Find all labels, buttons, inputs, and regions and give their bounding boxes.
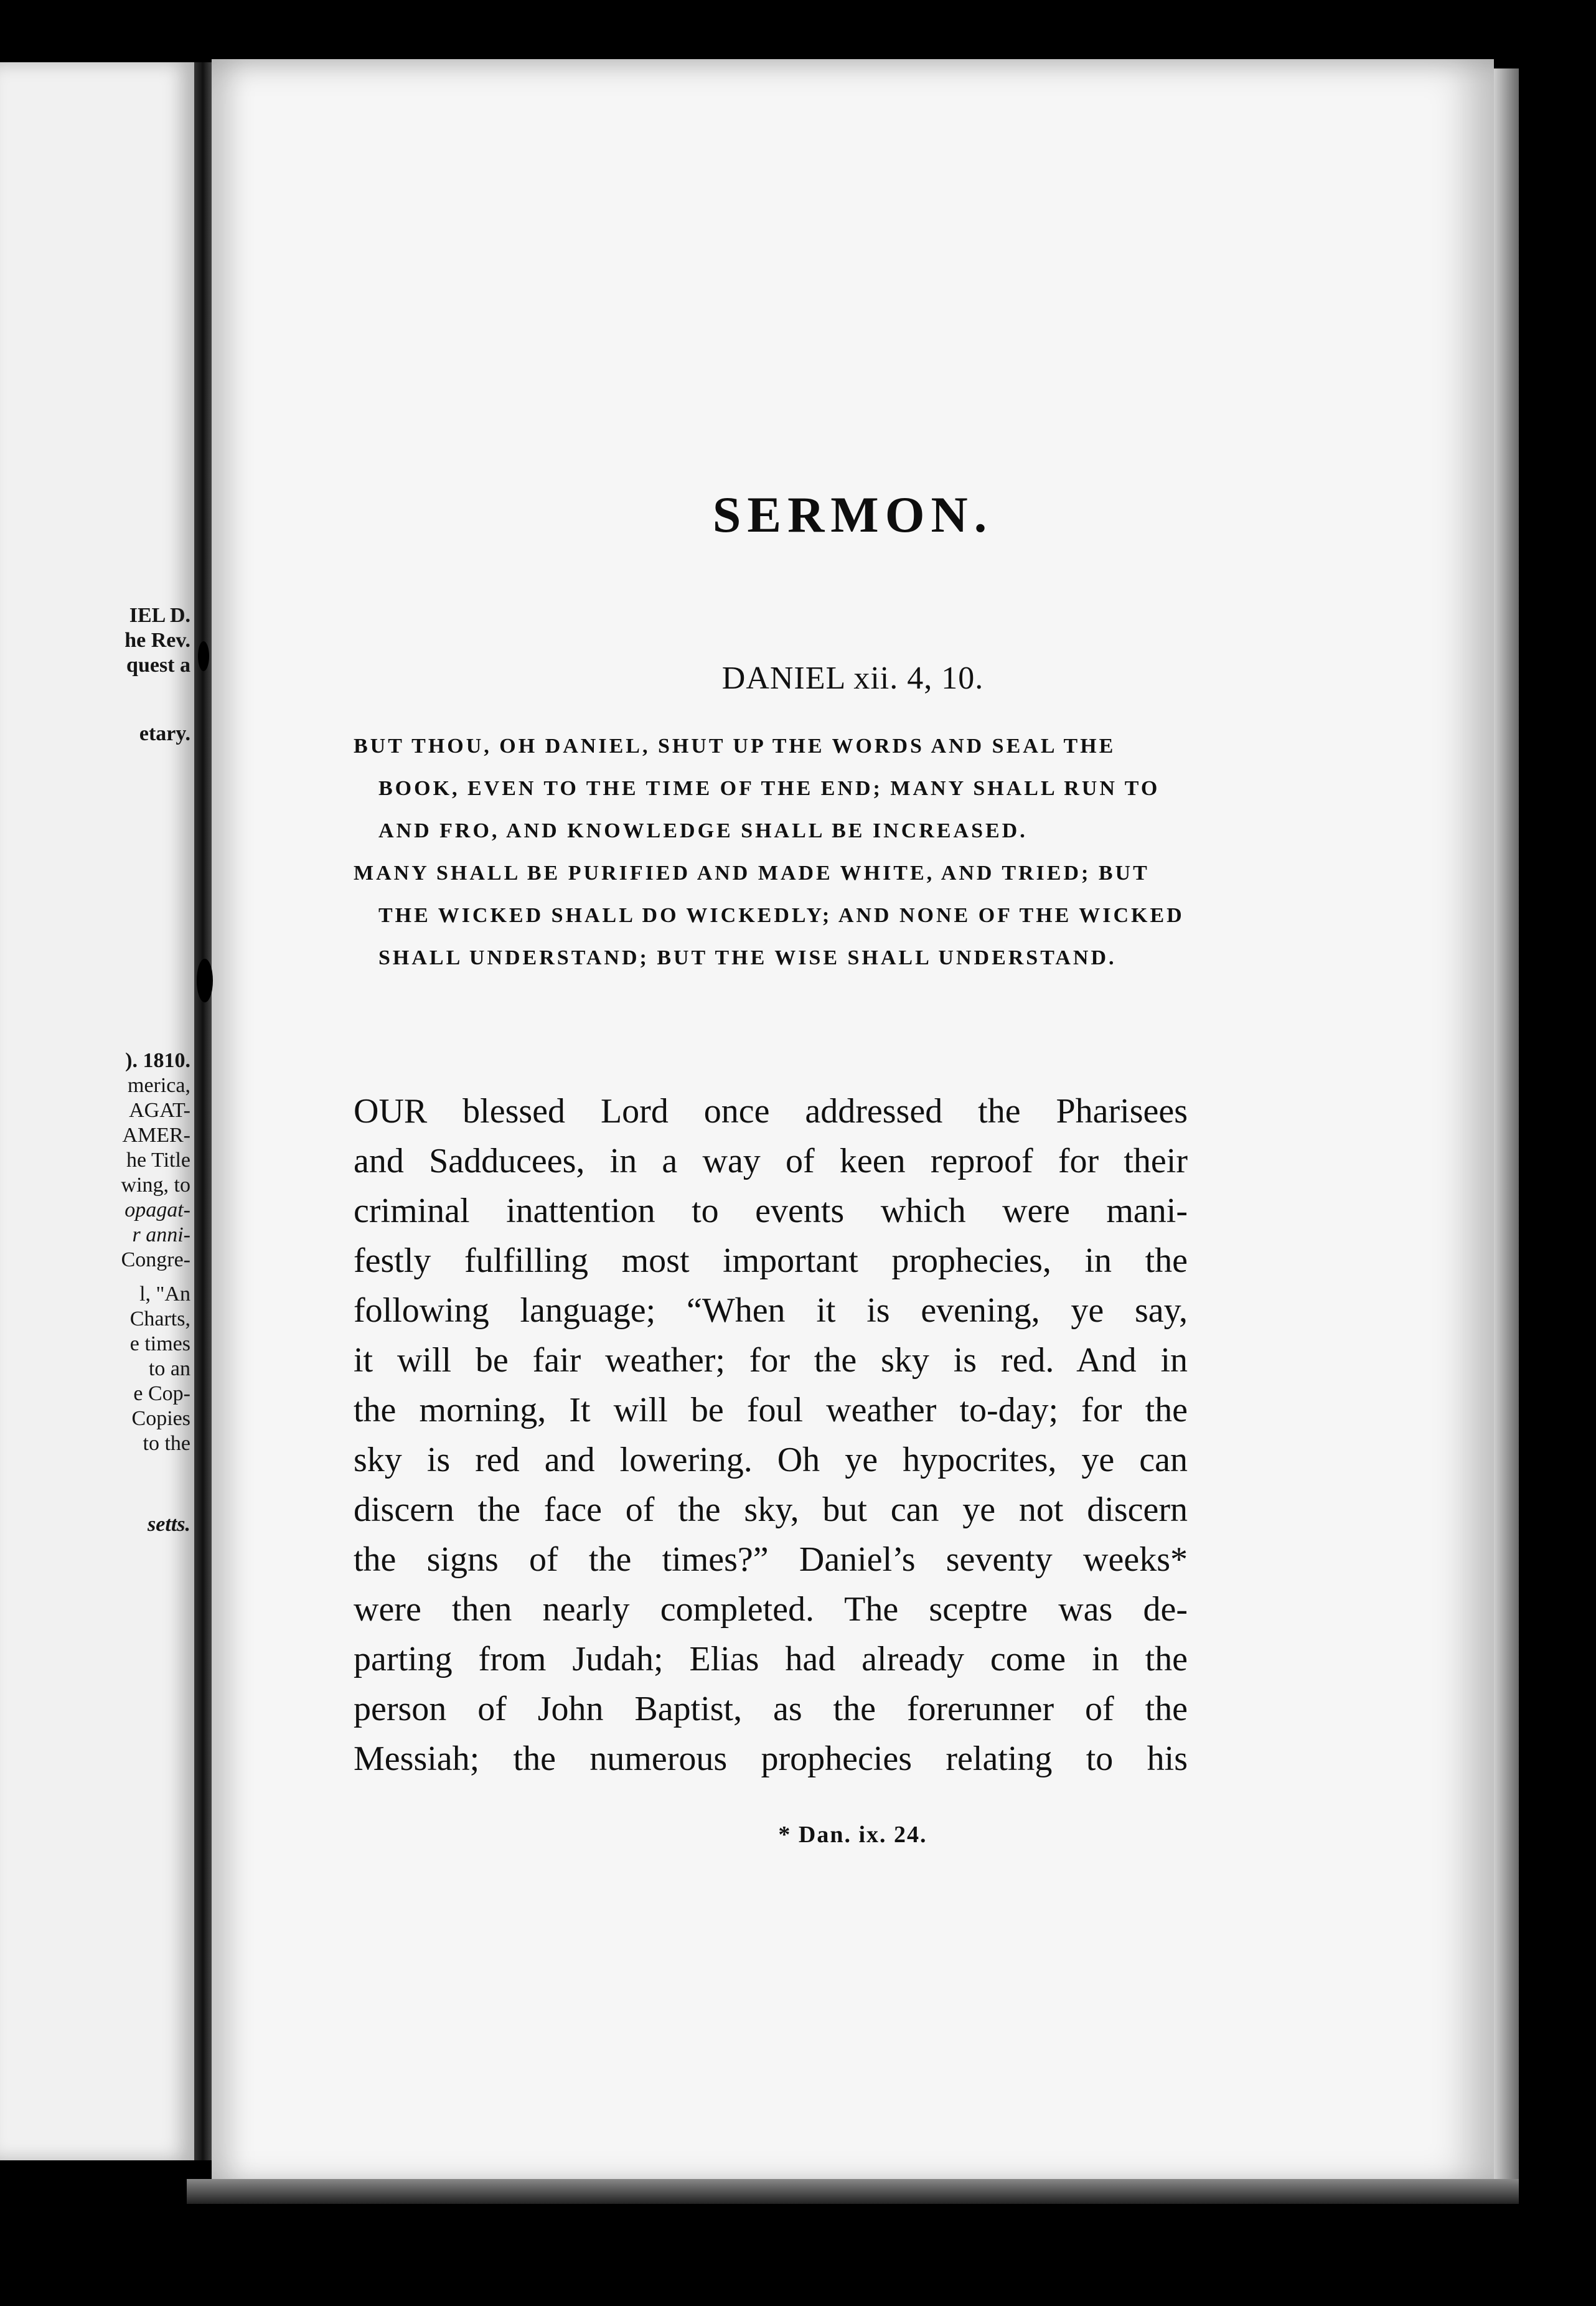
- facing-page-fragment: r anni-: [132, 1223, 190, 1246]
- body-line: were then nearly completed. The sceptre was de-: [354, 1590, 1188, 1629]
- sermon-body-text: [354, 1086, 1188, 1784]
- facing-page-text: [0, 62, 194, 2160]
- ink-blot: [197, 959, 213, 1002]
- facing-page-fragment: quest a: [126, 654, 190, 677]
- scripture-reference: DANIEL xii. 4, 10.: [721, 661, 984, 696]
- facing-page-fragment: to an: [148, 1357, 190, 1380]
- facing-page-fragment: merica,: [128, 1074, 190, 1097]
- body-line: it will be fair weather; for the sky is red. And in: [354, 1341, 1188, 1380]
- body-line: parting from Judah; Elias had already come in the: [354, 1640, 1188, 1678]
- facing-page-fragment: he Title: [126, 1149, 190, 1172]
- scripture-epigraph: [341, 725, 1188, 979]
- body-line: festly fulfilling most important prophecies, in the: [354, 1241, 1188, 1280]
- body-line: the morning, It will be foul weather to-day; for the: [354, 1391, 1188, 1429]
- facing-page-fragment: setts.: [148, 1513, 190, 1536]
- footnote: * Dan. ix. 24.: [778, 1822, 927, 1848]
- facing-page-fragment: opagat-: [124, 1198, 190, 1221]
- facing-page-sliver: [0, 62, 194, 2160]
- facing-page-fragment: to the: [143, 1432, 190, 1455]
- facing-page-fragment: AMER-: [122, 1124, 190, 1147]
- body-line: OUR blessed Lord once addressed the Pharisees: [354, 1092, 1188, 1131]
- body-line: following language; “When it is evening, ye say,: [354, 1291, 1188, 1330]
- facing-page-fragment: Copies: [131, 1407, 190, 1430]
- body-line: sky is red and lowering. Oh ye hypocrites, ye can: [354, 1441, 1188, 1479]
- body-line: criminal inattention to events which were mani-: [354, 1192, 1188, 1230]
- facing-page-fragment: Charts,: [129, 1307, 190, 1330]
- body-line: Messiah; the numerous prophecies relating to his: [354, 1739, 1188, 1778]
- facing-page-fragment: AGAT-: [129, 1099, 190, 1122]
- facing-page-fragment: e times: [129, 1332, 190, 1355]
- body-line: person of John Baptist, as the forerunner of the: [354, 1690, 1188, 1728]
- facing-page-fragment: ). 1810.: [125, 1049, 190, 1072]
- facing-page-fragment: IEL D.: [129, 604, 190, 627]
- facing-page-fragment: he Rev.: [124, 629, 190, 652]
- facing-page-fragment: wing, to: [121, 1174, 190, 1197]
- epigraph-verse: MANY SHALL BE PURIFIED AND MADE WHITE, AND TRIED; BUT THE WICKED SHALL DO WICKEDLY; AND NONE OF THE WICKED SHALL UNDERSTAND; BUT THE WISE SHALL UNDERSTAND.: [354, 862, 1185, 969]
- ink-blot: [198, 641, 209, 671]
- body-line: the signs of the times?” Daniel’s seventy weeks*: [354, 1540, 1188, 1579]
- facing-page-fragment: Congre-: [121, 1248, 190, 1271]
- facing-page-fragment: etary.: [139, 722, 190, 745]
- epigraph-verse: BUT THOU, OH DANIEL, SHUT UP THE WORDS AND SEAL THE BOOK, EVEN TO THE TIME OF THE END; MANY SHALL RUN TO AND FRO, AND KNOWLEDGE SHALL BE INCREASED.: [354, 735, 1160, 842]
- book-gutter: [194, 62, 212, 2160]
- facing-page-fragment: l, "An: [139, 1282, 190, 1306]
- body-line: discern the face of the sky, but can ye not discern: [354, 1490, 1188, 1529]
- page-title: SERMON.: [712, 486, 993, 543]
- page-bottom-edge: [187, 2179, 1519, 2204]
- body-line: and Sadducees, in a way of keen reproof for their: [354, 1142, 1188, 1180]
- facing-page-fragment: e Cop-: [133, 1382, 190, 1405]
- page-edge-shadow: [1494, 68, 1519, 2185]
